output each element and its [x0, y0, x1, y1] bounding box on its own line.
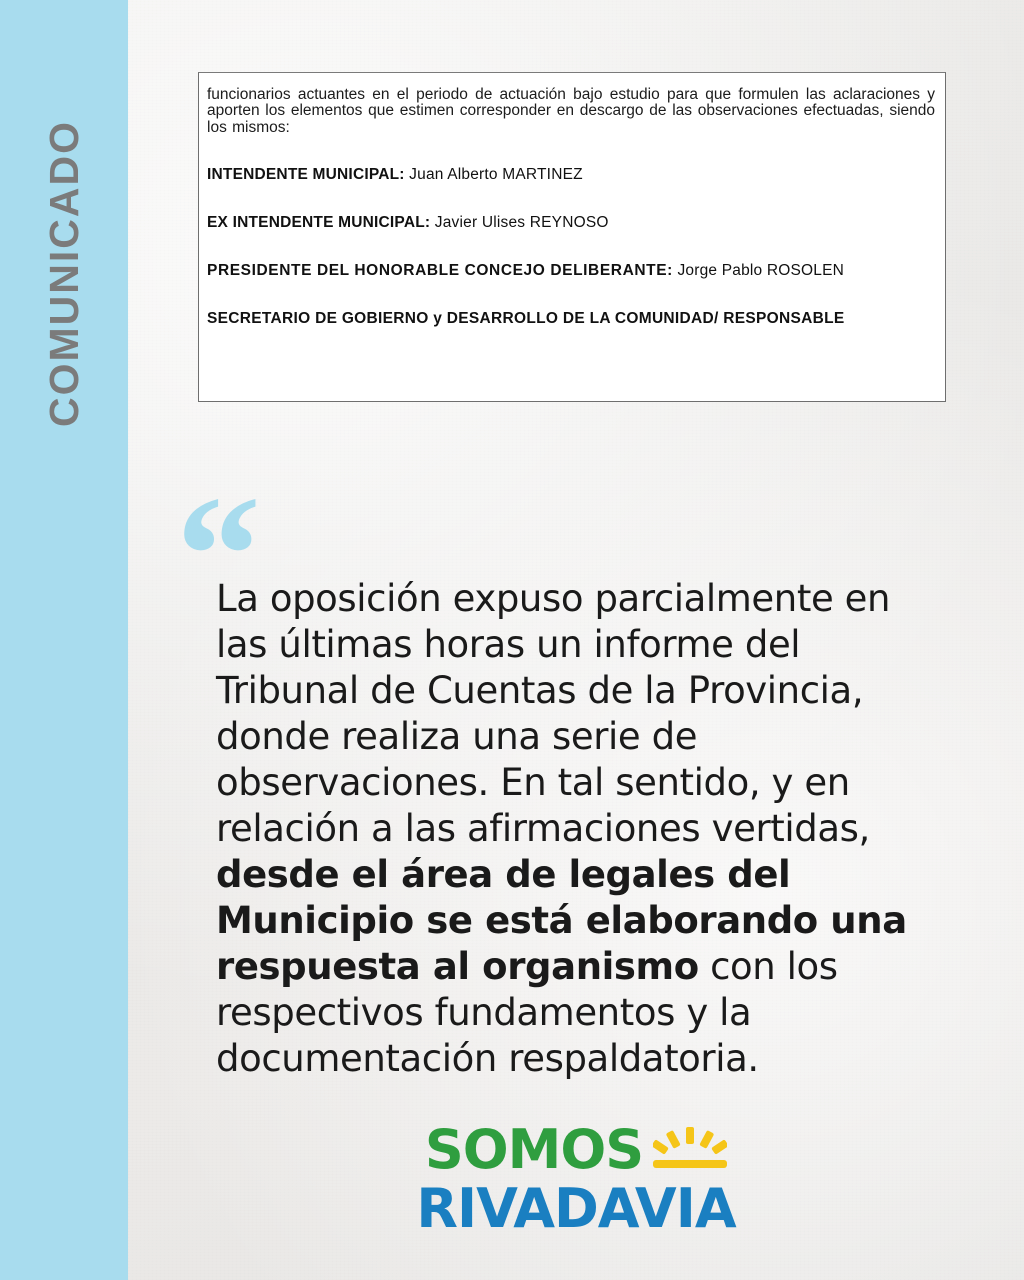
entry-name: Juan Alberto MARTINEZ: [409, 165, 583, 183]
quote-text-before: La oposición expuso parcialmente en las últimas horas un informe del Tribunal de Cuentas de la Provincia, donde realiza una serie de observaciones. En tal sentido, y en relación a las afirmaciones vertidas,: [216, 577, 891, 850]
quote-text-bold: desde el área de legales del Municipio se está elaborando una respuesta al organismo: [216, 853, 907, 988]
entry-role: PRESIDENTE DEL HONORABLE CONCEJO DELIBERANTE:: [207, 261, 673, 279]
sidebar-label: COMUNICADO: [40, 120, 87, 427]
logo-word-rivadavia: RIVADAVIA: [416, 1177, 736, 1240]
quote-text-after: con los respectivos fundamentos y la documentación respaldatoria.: [216, 945, 838, 1080]
document-entry: [207, 214, 935, 232]
document-entry: [207, 166, 935, 184]
logo-top-row: [425, 1118, 727, 1181]
sun-icon: [653, 1127, 727, 1173]
document-paragraph: funcionarios actuantes en el periodo de actuación bajo estudio para que formulen las aclaraciones y aporten los elementos que estimen corresponder en descargo de las observaciones efectuadas, siendo los mismos:: [207, 86, 935, 136]
document-screenshot: [198, 72, 946, 402]
entry-role: EX INTENDENTE MUNICIPAL:: [207, 213, 431, 231]
quote-mark-icon: “: [176, 461, 255, 649]
entry-role: INTENDENTE MUNICIPAL:: [207, 165, 405, 183]
logo-word-somos: SOMOS: [424, 1118, 644, 1181]
entry-name: Jorge Pablo ROSOLEN: [677, 261, 845, 279]
quote-text: [216, 576, 916, 1082]
brand-logo: [0, 1118, 1024, 1240]
document-bottom-line: SECRETARIO DE GOBIERNO y DESARROLLO DE LA COMUNIDAD/ RESPONSABLE: [207, 309, 845, 327]
document-entry: [207, 262, 935, 280]
entry-name: Javier Ulises REYNOSO: [434, 213, 609, 231]
sidebar-label-wrap: [0, 0, 128, 1280]
